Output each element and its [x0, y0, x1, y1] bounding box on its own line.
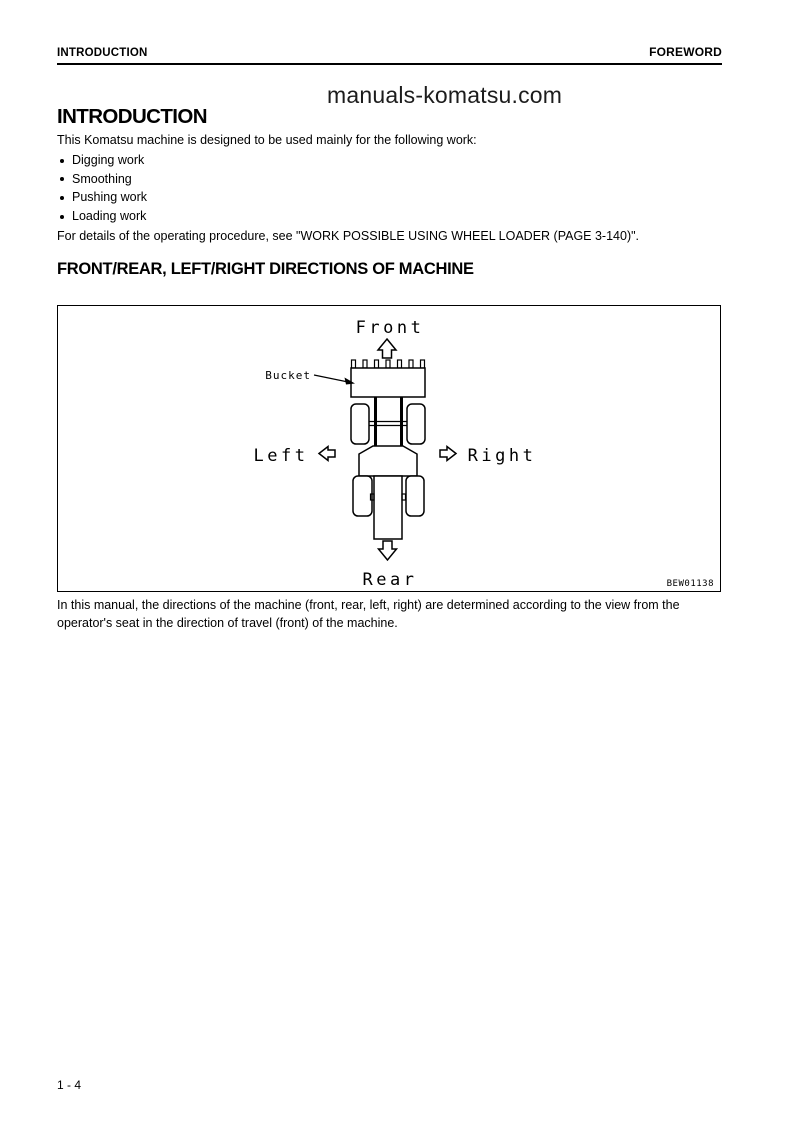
figure-caption: In this manual, the directions of the machine (front, rear, left, right) are determined according to the view from the operator's seat in the direction of travel (front) of the machine.	[57, 597, 680, 631]
list-item-label: Loading work	[72, 209, 147, 224]
up-arrow-icon	[378, 339, 396, 358]
list-item-label: Digging work	[72, 153, 145, 167]
intro-lead: This Komatsu machine is designed to be used mainly for the following work:	[57, 133, 477, 147]
front-wheel-right	[407, 404, 425, 444]
front-wheel-left	[351, 404, 369, 444]
right-label: Right	[467, 445, 537, 466]
page-number: 1 - 4	[57, 1078, 82, 1092]
rear-wheel-left	[353, 476, 372, 516]
bullet-icon	[60, 159, 64, 163]
bullet-icon	[60, 215, 64, 219]
bucket-teeth	[352, 360, 425, 368]
page-title: INTRODUCTION	[57, 105, 207, 128]
running-header	[57, 0, 722, 65]
machine-rear-body	[374, 476, 402, 539]
list-item-label: Smoothing	[72, 171, 132, 186]
work-list	[57, 151, 722, 226]
bullet-icon	[60, 196, 64, 200]
list-item	[57, 207, 722, 226]
figure-code: BEW01138	[666, 578, 714, 589]
front-label: Front	[355, 317, 425, 338]
intro-note: For details of the operating procedure, see "WORK POSSIBLE USING WHEEL LOADER (PAGE 3-140)".	[57, 228, 640, 243]
list-item-label: Pushing work	[72, 190, 148, 205]
machine-mid-body	[359, 446, 417, 476]
bucket-leader-line	[314, 375, 348, 382]
watermark-text: manuals-komatsu.com	[327, 82, 563, 108]
list-item	[57, 170, 722, 189]
list-item	[57, 151, 722, 170]
rear-wheel-right	[406, 476, 424, 516]
bucket-shape	[351, 368, 425, 397]
bullet-icon	[60, 177, 64, 181]
running-header-left: INTRODUCTION	[57, 47, 148, 59]
rear-axle-stub-right	[402, 494, 406, 500]
machine-top-view-diagram	[58, 306, 720, 591]
down-arrow-icon	[379, 541, 397, 560]
directions-figure	[57, 305, 721, 592]
rear-label: Rear	[362, 569, 418, 590]
right-arrow-icon	[440, 446, 456, 460]
list-item	[57, 188, 722, 207]
left-arrow-icon	[319, 446, 335, 460]
running-header-right: FOREWORD	[649, 45, 722, 59]
bucket-label: Bucket	[265, 368, 311, 382]
section-title: FRONT/REAR, LEFT/RIGHT DIRECTIONS OF MACHINE	[57, 259, 474, 278]
left-label: Left	[253, 445, 309, 466]
